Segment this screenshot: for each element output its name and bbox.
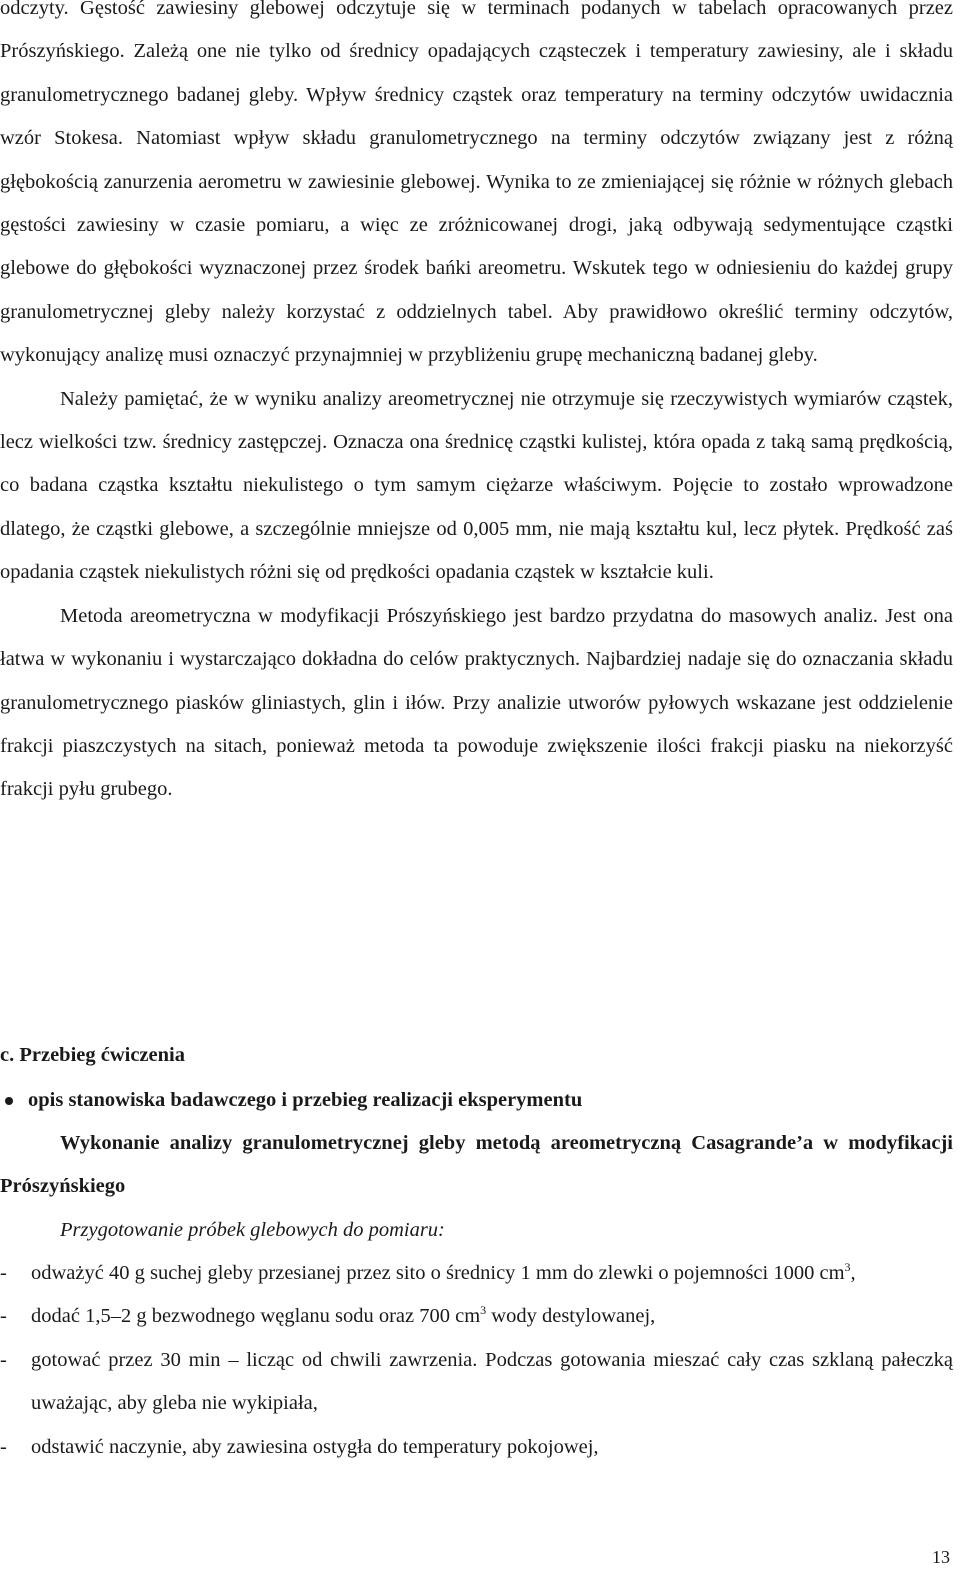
list-dash: - — [0, 1262, 7, 1284]
list-item-text: gotować przez 30 min – licząc od chwili zawrzenia. Podczas gotowania mieszać cały czas szklaną pałeczką uważając, aby gleba nie wykipiała, — [31, 1348, 953, 1415]
superscript: 3 — [844, 1260, 851, 1274]
list-item-text-end: , — [850, 1262, 856, 1284]
superscript: 3 — [480, 1303, 487, 1318]
list-dash: - — [0, 1348, 7, 1371]
procedure-list — [0, 1252, 953, 1469]
bullet-heading — [0, 1079, 582, 1122]
list-item-text: odstawić naczynie, aby zawiesina ostygła do temperatury pokojowej, — [31, 1435, 599, 1458]
list-item — [0, 1252, 953, 1295]
paragraph-1: odczyty. Gęstość zawiesiny glebowej odczytuje się w terminach podanych w tabelach opracowanych przez Prószyńskiego. Zależą one nie tylko od średnicy opadających cząsteczek i temperatury zawiesiny, ale i składu granulometrycznego badanej gleby. Wpływ średnicy cząstek oraz temperatury na terminy odczytów uwidacznia wzór Stokesa. Natomiast wpływ składu granulometrycznego na terminy odczytów związany jest z różną głębokością zanurzenia aerometru w zawiesinie glebowej. Wynika to ze zmieniającej się różnie w różnych glebach gęstości zawiesiny w czasie pomiaru, a więc ze zróżnicowanej drogi, jaką odbywają sedymentujące cząstki glebowe do głębokości wyznaczonej przez środek bańki areometru. Wskutek tego w odniesieniu do każdej grupy granulometrycznej gleby należy korzystać z oddzielnych tabel. Aby prawidłowo określić terminy odczytów, wykonujący analizę musi oznaczyć przynajmniej w przybliżeniu grupę mechaniczną badanej gleby. — [0, 0, 953, 367]
paragraph-2: Należy pamiętać, że w wyniku analizy areometrycznej nie otrzymuje się rzeczywistych wymiarów cząstek, lecz wielkości tzw. średnicy zastępczej. Oznacza ona średnicę cząstki kulistej, która opada z taką samą prędkością, co badana cząstka kształtu niekulistego o tym samym ciężarze właściwym. Pojęcie to zostało wprowadzone dlatego, że cząstki glebowe, a szczególnie mniejsze od 0,005 mm, nie mają kształtu kul, lecz płytek. Prędkość zaś opadania cząstek niekulistych różni się od prędkości opadania cząstek w kształcie kuli. — [0, 387, 953, 584]
method-subheading: Wykonanie analizy granulometrycznej gleby metodą areometryczną Casagrande’a w modyfikacji Prószyńskiego — [0, 1132, 953, 1198]
list-dash: - — [0, 1305, 7, 1328]
list-item — [0, 1295, 953, 1338]
bullet-heading-text: opis stanowiska badawczego i przebieg realizacji eksperymentu — [28, 1089, 583, 1111]
list-item — [0, 1426, 953, 1469]
bullet-icon — [5, 1097, 13, 1105]
list-dash: - — [0, 1435, 7, 1458]
sample-prep-heading: Przygotowanie próbek glebowych do pomiaru: — [60, 1219, 445, 1241]
list-item-text: dodać 1,5–2 g bezwodnego węglanu sodu oraz 700 cm — [31, 1305, 481, 1328]
list-item — [0, 1339, 953, 1426]
paragraph-3: Metoda areometryczna w modyfikacji Prószyńskiego jest bardzo przydatna do masowych analiz. Jest ona łatwa w wykonaniu i wystarczająco dokładna do celów praktycznych. Najbardziej nadaje się do oznaczania składu granulometrycznego piasków gliniastych, glin i iłów. Przy analizie utworów pyłowych wskazane jest oddzielenie frakcji piaszczystych na sitach, ponieważ metoda ta powoduje zwiększenie ilości frakcji piasku na niekorzyść frakcji pyłu grubego. — [0, 604, 953, 801]
list-item-text: odważyć 40 g suchej gleby przesianej przez sito o średnicy 1 mm do zlewki o pojemności 1000 cm — [31, 1262, 845, 1284]
page-number: 13 — [932, 1547, 950, 1567]
list-item-text-end: wody destylowanej, — [486, 1305, 656, 1328]
section-heading-c: c. Przebieg ćwiczenia — [0, 1044, 185, 1066]
